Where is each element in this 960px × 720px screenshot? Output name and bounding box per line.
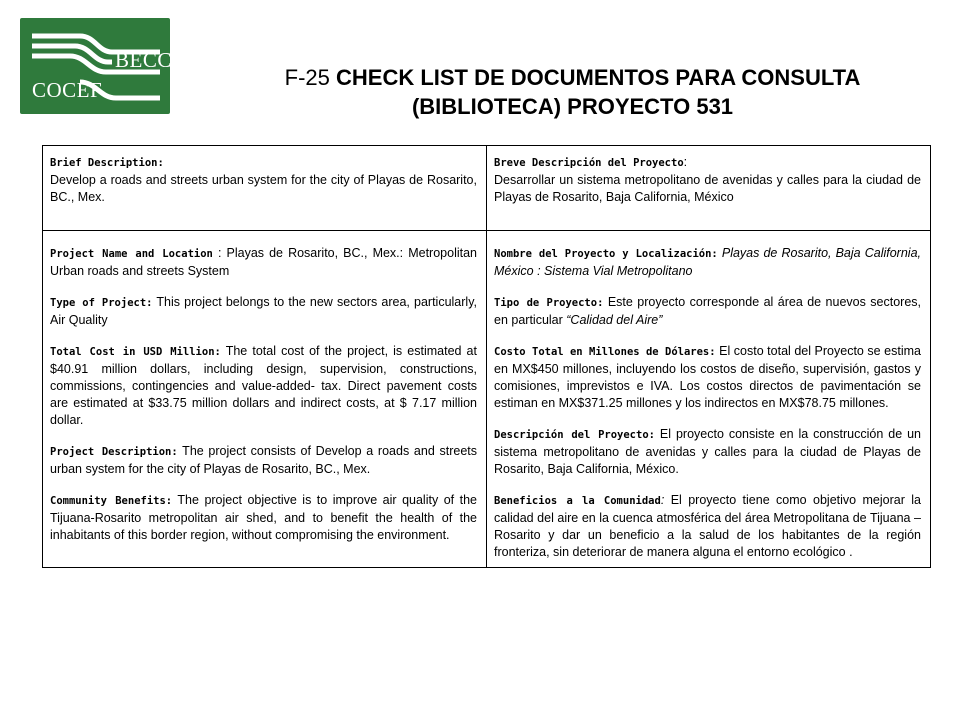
page-title [185,63,960,121]
name-label-es: Nombre del Proyecto y Localización: [494,248,718,260]
name-sep-en: : [212,246,227,260]
becc-cocef-logo [20,18,170,114]
logo-text-cocef: COCEF [32,78,103,102]
type-text-es: Este proyecto corresponde al área de nuevos sectores, en particular [494,295,922,327]
cell-brief-english [43,146,487,231]
cost-label-en: Total Cost in USD Million: [50,346,221,358]
desc-text-es: El proyecto consiste en la construcción de un sistema metropolitano de avenidas y calles para la ciudad de Playas de Rosarito, Baja California, México. [494,427,921,476]
type-label-es: Tipo de Proyecto: [494,297,604,309]
type-text-en: This project belongs to the new sectors area, particularly, Air Quality [50,295,477,327]
name-label-en: Project Name and Location [50,248,213,260]
cell-details-spanish [487,231,931,568]
title-line1: CHECK LIST DE DOCUMENTOS PARA CONSULTA [336,65,861,90]
benefit-text-en: The project objective is to improve air quality of the Tijuana-Rosarito metropolitan air shed, and to benefit the health of the inhabitants of this border region, without compromising the environment. [50,493,477,542]
cell-brief-spanish [487,146,931,231]
brief-label-es: Breve Descripción del Proyecto [494,157,684,169]
brief-label-en: Brief Description: [50,157,164,169]
type-label-en: Type of Project: [50,297,153,309]
project-number: 531 [696,94,734,119]
logo-text-becc: BECC [115,48,172,72]
benefit-sep-es: : [660,493,665,507]
desc-label-es: Descripción del Proyecto: [494,429,655,441]
desc-text-en: The project consists of Develop a roads and streets urban system for the city of Playas de Rosarito, BC., Mex. [50,444,477,476]
name-text-es: Playas de Rosarito, Baja California, México : Sistema Vial Metropolitano [494,246,921,278]
project-table [42,145,931,568]
cost-text-en: The total cost of the project, is estimated at $40.91 million dollars, including design, supervision, constructions, commissions, contingencies and value-added- tax. Direct pavement costs are estimated at $33.75 million dollars and indirect costs, at $ 7.17 million dollar. [50,344,477,427]
benefit-label-es: Beneficios a la Comunidad [494,495,661,507]
cost-label-es: Costo Total en Millones de Dólares: [494,346,716,358]
brief-sep-es: : [683,155,688,169]
brief-text-es: Desarrollar un sistema metropolitano de avenidas y calles para la ciudad de Playas de Rosarito, Baja California, México [494,173,921,204]
benefit-text-es: El proyecto tiene como objetivo mejorar la calidad del aire en la cuenca atmosférica del área Metropolitana de Tijuana – Rosarito y dar un beneficio a la salud de los habitantes de la región fronteriza, sin deteriorar de manera alguna el entorno ecológico . [494,493,921,559]
benefit-label-en: Community Benefits: [50,495,173,507]
cell-details-english [43,231,487,568]
title-line2: (BIBLIOTECA) PROYECTO [411,94,697,119]
table-row-details [43,231,931,568]
cost-text-es: El costo total del Proyecto se estima en MX$450 millones, incluyendo los costos de diseño, supervisión, gastos y comisiones, imprevistos e IVA. Los costos directos de pavimentación se estiman en MX$371.25 millones y los indirectos en MX$78.75 millones. [494,344,921,410]
brief-text-en: Develop a roads and streets urban system for the city of Playas de Rosarito, BC., Mex. [50,173,477,204]
title-prefix: F-25 [284,65,336,90]
table-row-brief [43,146,931,231]
name-text-en: Playas de Rosarito, BC., Mex.: Metropolitan Urban roads and streets System [50,246,477,278]
type-quote-es: “Calidad del Aire” [566,313,663,327]
desc-label-en: Project Description: [50,446,178,458]
